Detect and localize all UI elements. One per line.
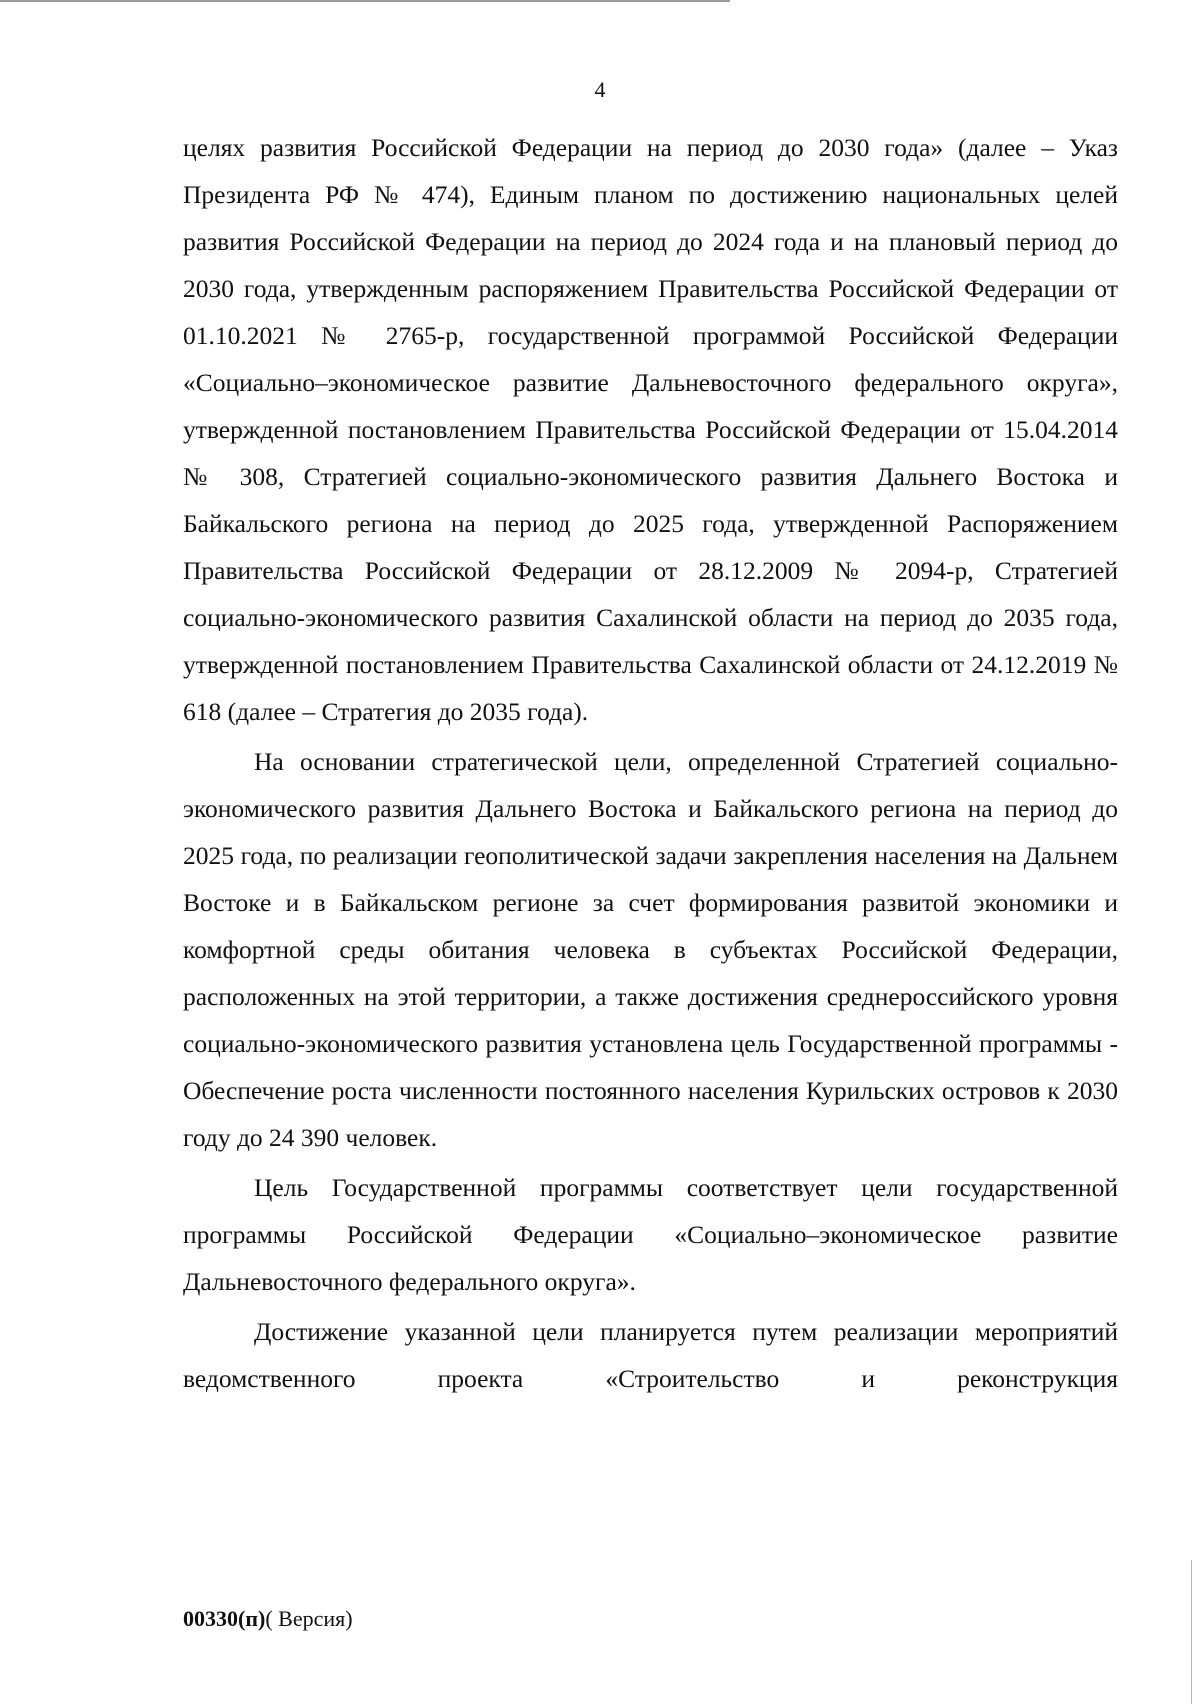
scan-top-edge: [0, 0, 730, 2]
footer-code: 00330(п): [183, 1606, 266, 1631]
paragraph-goal-correspondence: Цель Государственной программы соответствует цели государственной программы Российской Федерации «Социально–экономическое развитие Дальневосточного федерального округа».: [183, 1173, 1118, 1296]
paragraph-continuation: целях развития Российской Федерации на период до 2030 года» (далее – Указ Президента РФ № 474), Единым планом по достижению национальных целей развития Российской Федерации на период до 2024 года и на плановый период до 2030 года, утвержденным распоряжением Правительства Российской Федерации от 01.10.2021 № 2765-р, государственной программой Российской Федерации «Социально–экономическое развитие Дальневосточного федерального округа», утвержденной постановлением Правительства Российской Федерации от 15.04.2014 № 308, Стратегией социально-экономического развития Дальнего Востока и Байкальского региона на период до 2025 года, утвержденной Распоряжением Правительства Российской Федерации от 28.12.2009 № 2094-р, Стратегией социально-экономического развития Сахалинской области на период до 2035 года, утвержденной постановлением Правительства Сахалинской области от 24.12.2019 № 618 (далее – Стратегия до 2035 года).: [183, 133, 1118, 726]
page-number: 4: [594, 77, 606, 102]
document-body: [183, 124, 1118, 1402]
paragraph-goal-achievement: Достижение указанной цели планируется путем реализации мероприятий ведомственного проекта «Строительство и реконструкция: [183, 1317, 1118, 1393]
scan-right-edge: [1191, 1560, 1192, 1704]
footer-version: ( Версия): [265, 1606, 353, 1631]
document-footer: [183, 1605, 353, 1633]
paragraph-strategic-goal: На основании стратегической цели, определенной Стратегией социально-экономического развития Дальнего Востока и Байкальского региона на период до 2025 года, по реализации геополитической задачи закрепления населения на Дальнем Востоке и в Байкальском регионе за счет формирования развитой экономики и комфортной среды обитания человека в субъектах Российской Федерации, расположенных на этой территории, а также достижения среднероссийского уровня социально-экономического развития установлена цель Государственной программы - Обеспечение роста численности постоянного населения Курильских островов к 2030 году до 24 390 человек.: [183, 747, 1118, 1152]
